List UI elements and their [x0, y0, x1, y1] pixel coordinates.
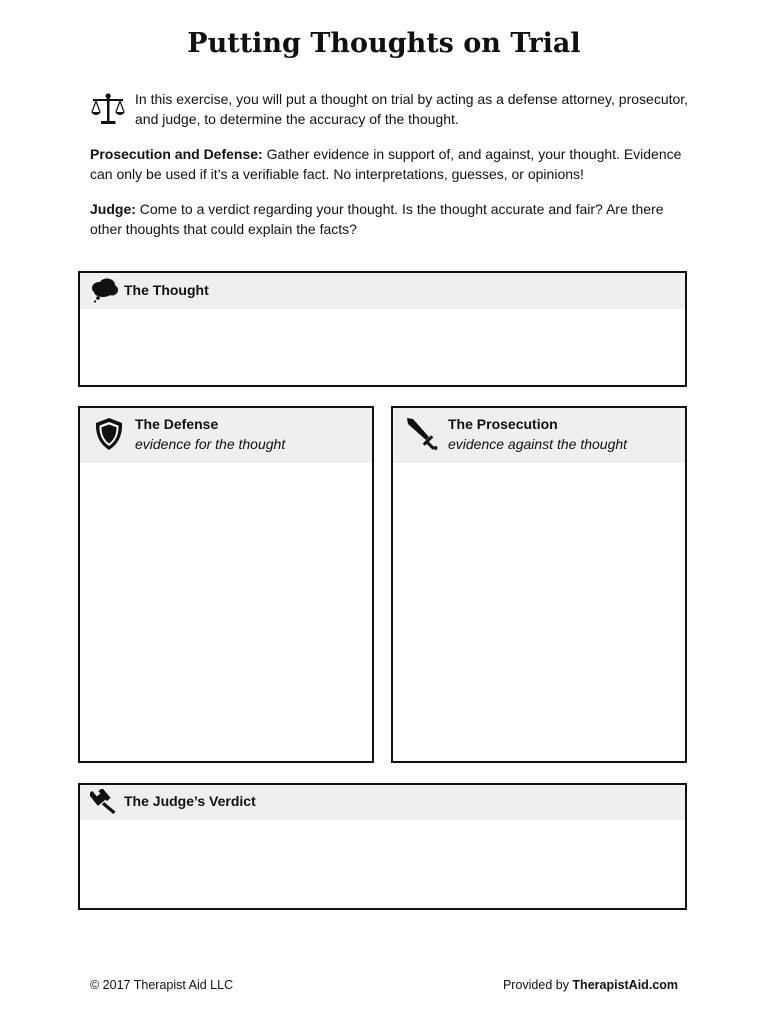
defense-box[interactable]: [78, 406, 374, 763]
defense-title: The Defense: [135, 416, 219, 432]
thought-box[interactable]: [78, 271, 687, 387]
shield-icon: [94, 417, 124, 451]
defense-subtitle: evidence for the thought: [135, 436, 286, 452]
footer-provided-by: [503, 978, 678, 992]
thought-header: [80, 273, 685, 309]
page-title: Putting Thoughts on Trial: [187, 28, 581, 59]
prosecution-defense-instructions: [90, 145, 690, 184]
provided-by-text: Provided by: [502, 978, 573, 992]
sword-icon: [405, 416, 439, 452]
prosecution-defense-label: Prosecution and Defense:: [90, 146, 263, 162]
thought-cloud-icon: [90, 278, 120, 304]
brand-link[interactable]: TherapistAid.com: [572, 978, 678, 992]
verdict-box[interactable]: [78, 783, 687, 910]
thought-title: The Thought: [124, 282, 209, 298]
verdict-title: The Judge’s Verdict: [124, 793, 256, 809]
judge-instructions: [90, 200, 690, 239]
prosecution-defense-text: Gather evidence in support of, and against, your thought. Evidence can only be used if it’s a verifiable fact. No interpretations, guesses, or opinions!: [90, 146, 682, 182]
verdict-header: [80, 785, 685, 820]
footer-copyright: © 2017 Therapist Aid LLC: [90, 978, 234, 992]
defense-header: [80, 408, 372, 463]
prosecution-header: [393, 408, 685, 463]
intro-text: In this exercise, you will put a thought on trial by acting as a defense attorney, prosecutor, and judge, to determine the accuracy of the thought.: [135, 91, 689, 127]
gavel-icon: [90, 789, 120, 817]
prosecution-box[interactable]: [391, 406, 687, 763]
prosecution-title: The Prosecution: [448, 416, 558, 432]
judge-text: Come to a verdict regarding your thought. Is the thought accurate and fair? Are there other thoughts that could explain the facts?: [90, 201, 664, 237]
scales-icon: [90, 92, 126, 126]
judge-label: Judge:: [90, 201, 136, 217]
prosecution-subtitle: evidence against the thought: [448, 436, 628, 452]
